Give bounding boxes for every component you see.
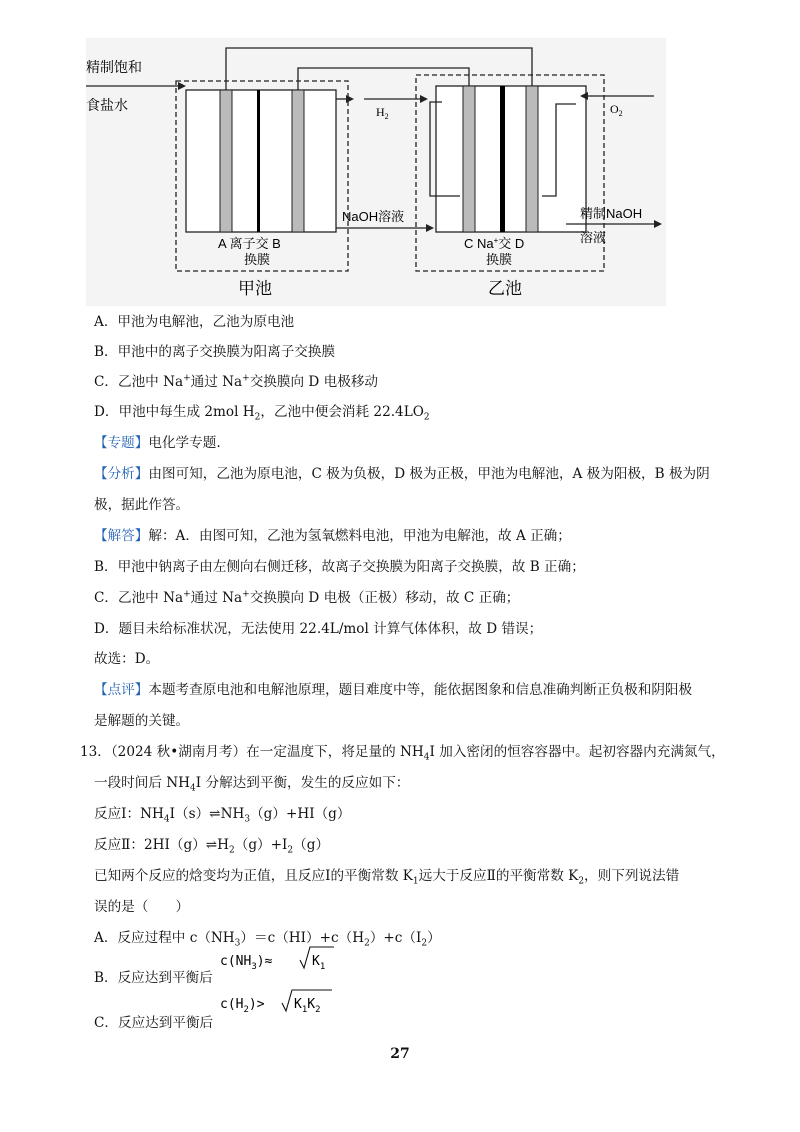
electrode-b [292, 90, 304, 232]
comment-line-1: 【点评】本题考查原电池和电解池原理，题目难度中等，能依据图象和信息准确判断正负极和阴阳极 [94, 682, 693, 698]
yi-na-membrane [500, 86, 505, 232]
jia-ion-membrane [257, 90, 260, 232]
q13-stem-line-2: 一段时间后 $NH_4I$ 分解达到平衡，发生的反应如下： [94, 775, 410, 794]
topic-line: 【专题】电化学专题. [94, 435, 221, 451]
h2-label: $H_2$ [376, 105, 389, 121]
answer-line-b: B．甲池中钠离子由左侧向右侧迁移，故离子交换膜为阳离子交换膜，故 B 正确； [94, 559, 585, 575]
jia-membrane-label-1: A 离子交 B [218, 236, 281, 251]
reaction-2: 反应Ⅱ：$2HI(g)\rightleftharpoons H_2(g)+I_2(g)$ [94, 837, 330, 856]
analysis-line-2: 极，据此作答。 [94, 497, 190, 513]
option-c-formula [220, 987, 350, 1017]
option-b-formula [220, 944, 340, 974]
electrode-a [220, 90, 232, 232]
answer-line-a: 【解答】解：A．由图可知，乙池为氢氧燃料电池，甲池为电解池，故 A 正确； [94, 528, 571, 544]
electrolysis-diagram [86, 38, 666, 306]
yi-tank [436, 86, 586, 232]
q13-option-a: A．反应过程中 $c(NH_3)=c(HI)+c(H_2)+c(I_2)$ [94, 930, 441, 949]
jia-cell-label: 甲池 [238, 279, 272, 298]
brine-label-2: 食盐水 [86, 97, 128, 113]
electrode-c [463, 86, 475, 232]
page-number: 27 [390, 1046, 410, 1062]
option-d: D．甲池中每生成 2mol $H_2$，乙池中便会消耗 $22.4LO_2$ [94, 404, 430, 423]
condition-line-1: 已知两个反应的焓变均为正值，且反应Ⅰ的平衡常数 $K_1$远大于反应Ⅱ的平衡常数 $K_2$，则下列说法错 [94, 868, 680, 887]
option-c: C．乙池中 Na+通过 Na+交换膜向 D 电极移动 [94, 373, 379, 390]
naoh-outlet-label-1: 精制NaOH [580, 206, 643, 221]
yi-membrane-label-2: 换膜 [486, 252, 513, 267]
svg-text:c(H2)>: $c(H_2)>$ [220, 997, 265, 1015]
svg-text:K1K2: $K_1K_2$ [294, 997, 321, 1015]
q13-stem-line-1: 13．（2024 秋•湖南月考）在一定温度下，将足量的 $NH_4I$ 加入密闭的恒容容器中。起初容器内充满氮气， [80, 744, 725, 763]
option-a: A．甲池为电解池，乙池为原电池 [94, 314, 295, 330]
condition-line-2: 误的是（ ） [94, 899, 190, 915]
answer-line-c: C．乙池中 Na+通过 Na+交换膜向 D 电极（正极）移动，故 C 正确； [94, 589, 520, 606]
brine-label-1: 精制饱和 [86, 59, 142, 75]
yi-cell-label: 乙池 [488, 279, 522, 298]
electrode-d [526, 86, 538, 232]
yi-membrane-label-1: C Na+交 D [464, 236, 525, 251]
jia-membrane-label-2: 换膜 [244, 252, 271, 267]
o2-label: $O_2$ [610, 102, 623, 118]
reaction-1: 反应Ⅰ：$NH_4I(s)\rightleftharpoons NH_3(g)+HI(g)$ [94, 806, 351, 825]
svg-text:K1: $K_1$ [312, 954, 326, 972]
choose-line: 故选：D。 [94, 651, 160, 667]
jia-tank [186, 90, 336, 232]
q13-option-c: C．反应达到平衡后 [94, 1015, 214, 1031]
comment-line-2: 是解题的关键。 [94, 713, 190, 729]
naoh-solution-label: NaOH溶液 [342, 209, 405, 224]
naoh-outlet-label-2: 溶液 [580, 230, 607, 245]
analysis-line-1: 【分析】由图可知，乙池为原电池，C 极为负极，D 极为正极，甲池为电解池，A 极为阳极，B 极为阴 [94, 466, 710, 482]
svg-text:c(NH3)≈: $c(NH_3)\approx$ [220, 954, 273, 972]
answer-line-d: D．题目未给标准状况，无法使用 22.4L/mol 计算气体体积，故 D 错误； [94, 621, 543, 637]
option-b: B．甲池中的离子交换膜为阳离子交换膜 [94, 344, 336, 360]
q13-option-b: B．反应达到平衡后 [94, 970, 213, 986]
